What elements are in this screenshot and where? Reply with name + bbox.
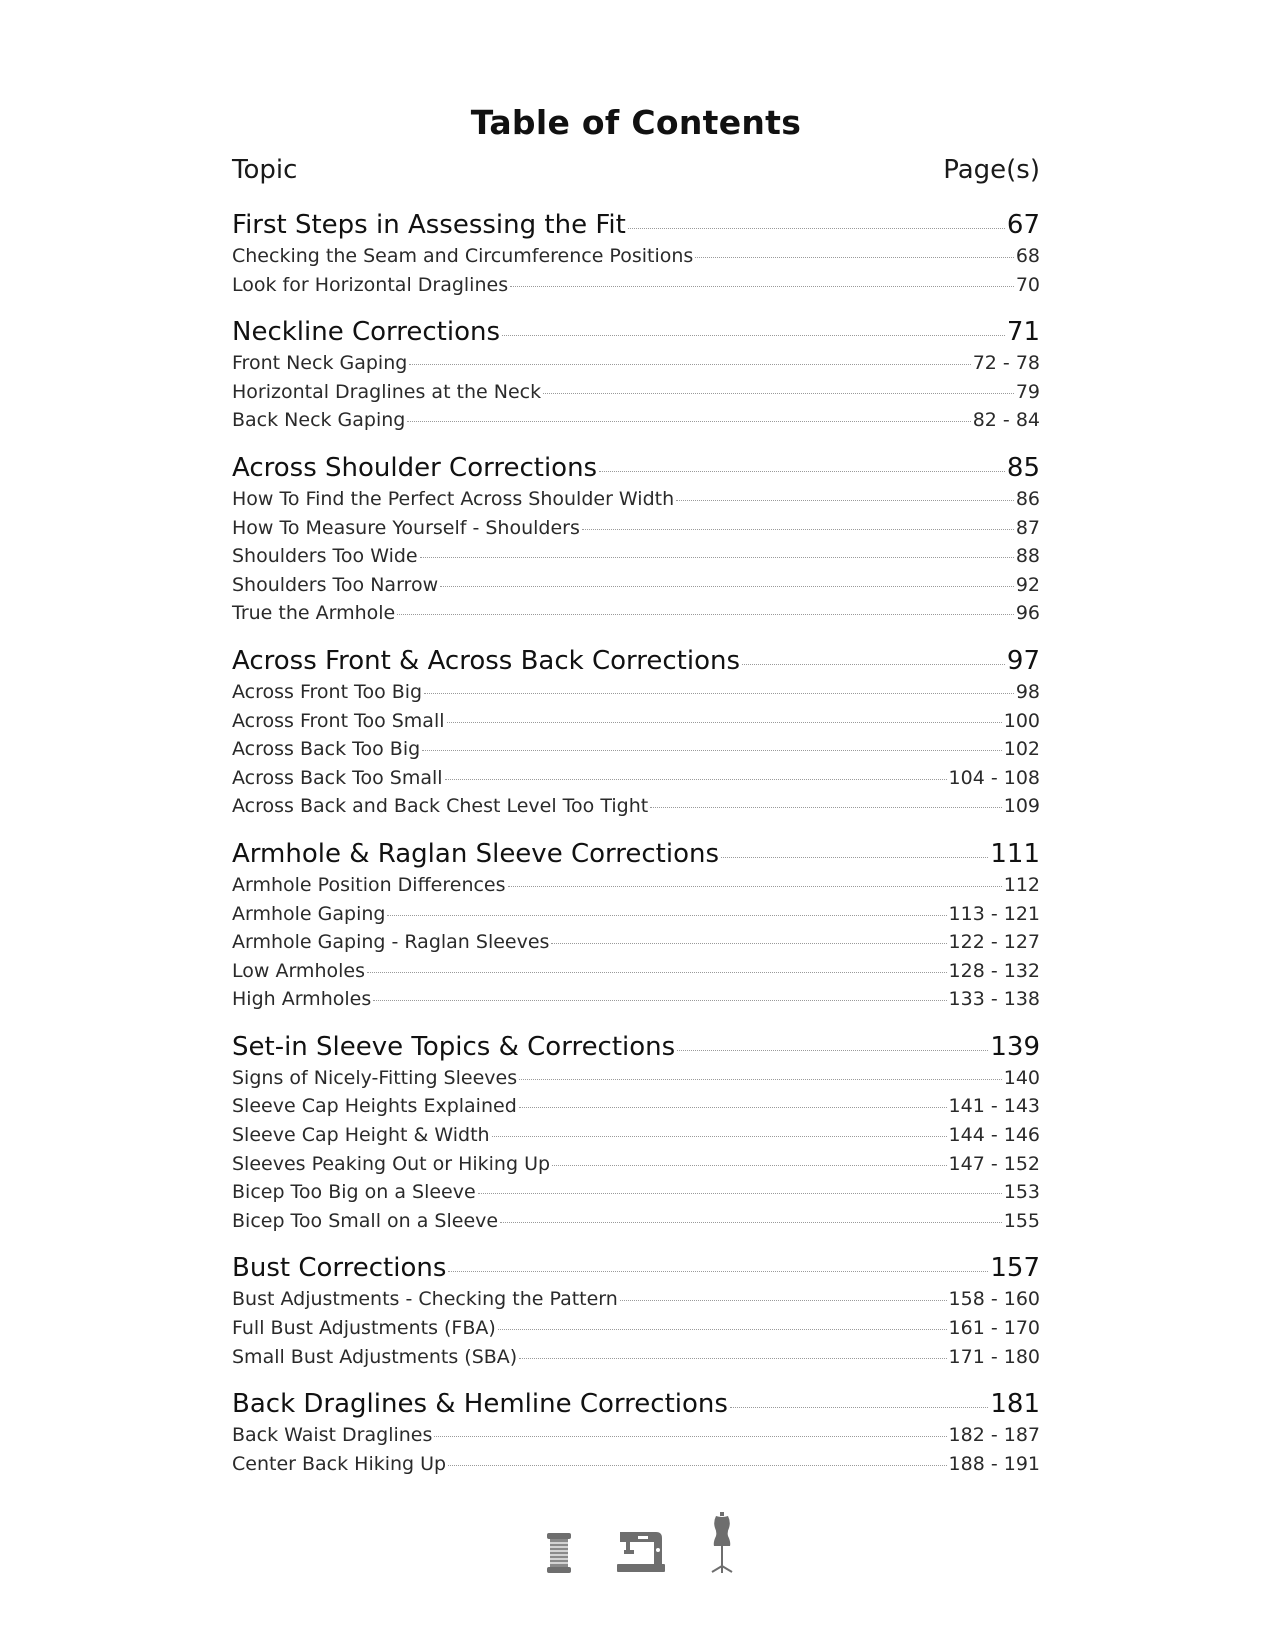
entry-label: Across Back and Back Chest Level Too Tight (232, 795, 649, 818)
toc-section (232, 837, 1040, 1014)
section-page: 157 (990, 1253, 1040, 1284)
dot-leader (397, 614, 1014, 615)
toc-sections (232, 208, 1040, 1478)
toc-entry-row (232, 406, 1040, 435)
dot-leader (498, 1329, 947, 1330)
toc-section (232, 1030, 1040, 1236)
dot-leader (407, 421, 970, 422)
footer-icons (0, 1508, 1280, 1574)
section-heading-row (232, 1251, 1040, 1285)
toc-entry-row (232, 678, 1040, 707)
entry-pages: 144 - 146 (948, 1124, 1040, 1147)
dress-form-icon (710, 1512, 734, 1574)
entry-pages: 140 (1003, 1066, 1040, 1089)
toc-entry-row (232, 485, 1040, 514)
toc-section (232, 315, 1040, 435)
entry-label: How To Measure Yourself - Shoulders (232, 516, 580, 539)
entry-pages: 147 - 152 (948, 1152, 1040, 1175)
section-title: Bust Corrections (232, 1253, 447, 1284)
entry-pages: 68 (1015, 245, 1040, 267)
entry-pages: 171 - 180 (948, 1345, 1040, 1368)
toc-section (232, 1387, 1040, 1478)
dot-leader (519, 1358, 946, 1359)
entry-label: High Armholes (232, 988, 372, 1011)
dot-leader (445, 779, 947, 780)
dot-leader (650, 807, 1002, 808)
entry-label: Signs of Nicely-Fitting Sleeves (232, 1066, 518, 1089)
entry-pages: 128 - 132 (948, 959, 1040, 982)
entry-pages: 112 (1003, 873, 1040, 896)
dot-leader (434, 1436, 946, 1437)
page-title: Table of Contents (470, 103, 802, 142)
entry-label: Front Neck Gaping (232, 352, 408, 375)
toc-entry-row (232, 1207, 1040, 1236)
entry-pages: 153 (1003, 1181, 1040, 1204)
dot-leader (500, 1222, 1002, 1223)
entry-label: Bust Adjustments - Checking the Pattern (232, 1288, 618, 1311)
entry-pages: 70 (1015, 273, 1040, 296)
dot-leader (367, 972, 947, 973)
entry-pages: 182 - 187 (948, 1424, 1040, 1447)
entry-label: Armhole Position Differences (232, 873, 506, 896)
toc-entry-row (232, 957, 1040, 986)
entry-pages: 113 - 121 (948, 902, 1040, 925)
toc-entry-row (232, 1064, 1040, 1093)
dot-leader (448, 1465, 946, 1466)
entry-label: Checking the Seam and Circumference Positions (232, 245, 694, 267)
toc-page (232, 100, 1040, 1494)
section-heading-row (232, 451, 1040, 485)
toc-entry-row (232, 349, 1040, 378)
toc-entry-row (232, 1121, 1040, 1150)
section-title: Across Front & Across Back Corrections (232, 645, 741, 676)
toc-entry-row (232, 514, 1040, 543)
section-heading-row (232, 644, 1040, 678)
toc-entry-row (232, 271, 1040, 300)
dot-leader (373, 1000, 946, 1001)
entry-label: Back Neck Gaping (232, 409, 406, 432)
section-title: First Steps in Assessing the Fit (232, 210, 626, 240)
entry-pages: 109 (1003, 795, 1040, 818)
sewing-machine-icon (616, 1528, 666, 1574)
dot-leader (424, 693, 1014, 694)
toc-entry-row (232, 900, 1040, 929)
dot-leader (742, 664, 1005, 665)
toc-entry-row (232, 1421, 1040, 1450)
entry-pages: 155 (1003, 1209, 1040, 1232)
section-heading-row (232, 315, 1040, 349)
entry-label: Bicep Too Big on a Sleeve (232, 1181, 476, 1204)
entry-label: Center Back Hiking Up (232, 1452, 447, 1475)
entry-pages: 161 - 170 (948, 1317, 1040, 1340)
section-title: Armhole & Raglan Sleeve Corrections (232, 838, 720, 869)
entry-label: Shoulders Too Narrow (232, 573, 439, 596)
toc-entry-row (232, 764, 1040, 793)
entry-label: Back Waist Draglines (232, 1424, 433, 1447)
entry-pages: 98 (1015, 680, 1040, 703)
dot-leader (695, 257, 1014, 258)
entry-pages: 100 (1003, 709, 1040, 732)
toc-entry-row (232, 735, 1040, 764)
toc-entry-row (232, 599, 1040, 628)
dot-leader (543, 393, 1014, 394)
entry-label: Across Front Too Small (232, 709, 445, 732)
entry-label: Across Back Too Small (232, 766, 443, 789)
entry-pages: 92 (1015, 573, 1040, 596)
toc-entry-row (232, 1343, 1040, 1372)
dot-leader (620, 1300, 947, 1301)
toc-entry-row (232, 571, 1040, 600)
dot-leader (478, 1193, 1002, 1194)
entry-label: Sleeves Peaking Out or Hiking Up (232, 1152, 551, 1175)
toc-entry-row (232, 378, 1040, 407)
dot-leader (552, 1165, 946, 1166)
dot-leader (519, 1107, 947, 1108)
entry-pages: 133 - 138 (948, 988, 1040, 1011)
dot-leader (721, 857, 988, 858)
entry-pages: 88 (1015, 545, 1040, 568)
entry-pages: 82 - 84 (972, 409, 1040, 432)
toc-entry-row (232, 871, 1040, 900)
section-heading-row (232, 208, 1040, 242)
entry-label: Armhole Gaping (232, 902, 386, 925)
dot-leader (492, 1136, 947, 1137)
entry-label: Shoulders Too Wide (232, 545, 418, 568)
section-title: Across Shoulder Corrections (232, 452, 598, 483)
entry-label: Armhole Gaping - Raglan Sleeves (232, 931, 550, 954)
dot-leader (676, 500, 1014, 501)
section-title: Back Draglines & Hemline Corrections (232, 1389, 728, 1420)
toc-entry-row (232, 792, 1040, 821)
entry-label: Across Back Too Big (232, 738, 421, 761)
entry-pages: 87 (1015, 516, 1040, 539)
dot-leader (387, 915, 946, 916)
dot-leader (440, 586, 1014, 587)
toc-entry-row (232, 1092, 1040, 1121)
entry-pages: 141 - 143 (948, 1095, 1040, 1118)
column-header (232, 150, 1040, 190)
section-page: 85 (1006, 452, 1040, 483)
dot-leader (422, 750, 1002, 751)
toc-entry-row (232, 242, 1040, 271)
toc-entry-row (232, 542, 1040, 571)
entry-label: Sleeve Cap Heights Explained (232, 1095, 517, 1118)
dot-leader (519, 1079, 1002, 1080)
entry-pages: 72 - 78 (972, 352, 1040, 375)
dot-leader (628, 228, 1005, 229)
entry-label: How To Find the Perfect Across Shoulder Width (232, 487, 675, 510)
entry-pages: 158 - 160 (948, 1288, 1040, 1311)
entry-label: Across Front Too Big (232, 680, 423, 703)
topic-column-label: Topic (232, 155, 298, 185)
section-page: 71 (1006, 317, 1040, 348)
entry-pages: 102 (1003, 738, 1040, 761)
section-page: 181 (990, 1389, 1040, 1420)
entry-pages: 188 - 191 (948, 1452, 1040, 1475)
pages-column-label: Page(s) (943, 155, 1040, 185)
dot-leader (551, 943, 946, 944)
toc-entry-row (232, 1150, 1040, 1179)
entry-label: Look for Horizontal Draglines (232, 273, 509, 296)
section-heading-row (232, 837, 1040, 871)
entry-pages: 86 (1015, 487, 1040, 510)
section-title: Set-in Sleeve Topics & Corrections (232, 1031, 676, 1062)
dot-leader (677, 1050, 988, 1051)
dot-leader (730, 1407, 988, 1408)
toc-entry-row (232, 985, 1040, 1014)
entry-label: Horizontal Draglines at the Neck (232, 380, 542, 403)
toc-entry-row (232, 1285, 1040, 1314)
entry-pages: 79 (1015, 380, 1040, 403)
dot-leader (599, 471, 1005, 472)
toc-entry-row (232, 928, 1040, 957)
section-page: 67 (1006, 210, 1040, 240)
section-page: 139 (990, 1031, 1040, 1062)
section-heading-row (232, 1387, 1040, 1421)
entry-label: True the Armhole (232, 602, 396, 625)
dot-leader (510, 286, 1014, 287)
dot-leader (447, 722, 1002, 723)
entry-pages: 104 - 108 (948, 766, 1040, 789)
entry-pages: 122 - 127 (948, 931, 1040, 954)
entry-label: Low Armholes (232, 959, 365, 982)
dot-leader (420, 557, 1014, 558)
toc-section (232, 644, 1040, 821)
dot-leader (502, 335, 1005, 336)
toc-entry-row (232, 1314, 1040, 1343)
dot-leader (508, 886, 1002, 887)
toc-entry-row (232, 707, 1040, 736)
dot-leader (582, 529, 1014, 530)
toc-entry-row (232, 1178, 1040, 1207)
toc-section (232, 451, 1040, 628)
section-page: 111 (990, 838, 1040, 869)
thread-spool-icon (546, 1532, 572, 1574)
section-page: 97 (1006, 645, 1040, 676)
dot-leader (448, 1271, 988, 1272)
entry-label: Full Bust Adjustments (FBA) (232, 1317, 496, 1340)
section-heading-row (232, 1030, 1040, 1064)
entry-label: Small Bust Adjustments (SBA) (232, 1345, 518, 1368)
dot-leader (409, 364, 970, 365)
entry-label: Sleeve Cap Height & Width (232, 1124, 490, 1147)
toc-section (232, 1251, 1040, 1371)
section-title: Neckline Corrections (232, 317, 501, 348)
toc-entry-row (232, 1450, 1040, 1479)
toc-section (232, 208, 1040, 299)
entry-label: Bicep Too Small on a Sleeve (232, 1209, 499, 1232)
entry-pages: 96 (1015, 602, 1040, 625)
